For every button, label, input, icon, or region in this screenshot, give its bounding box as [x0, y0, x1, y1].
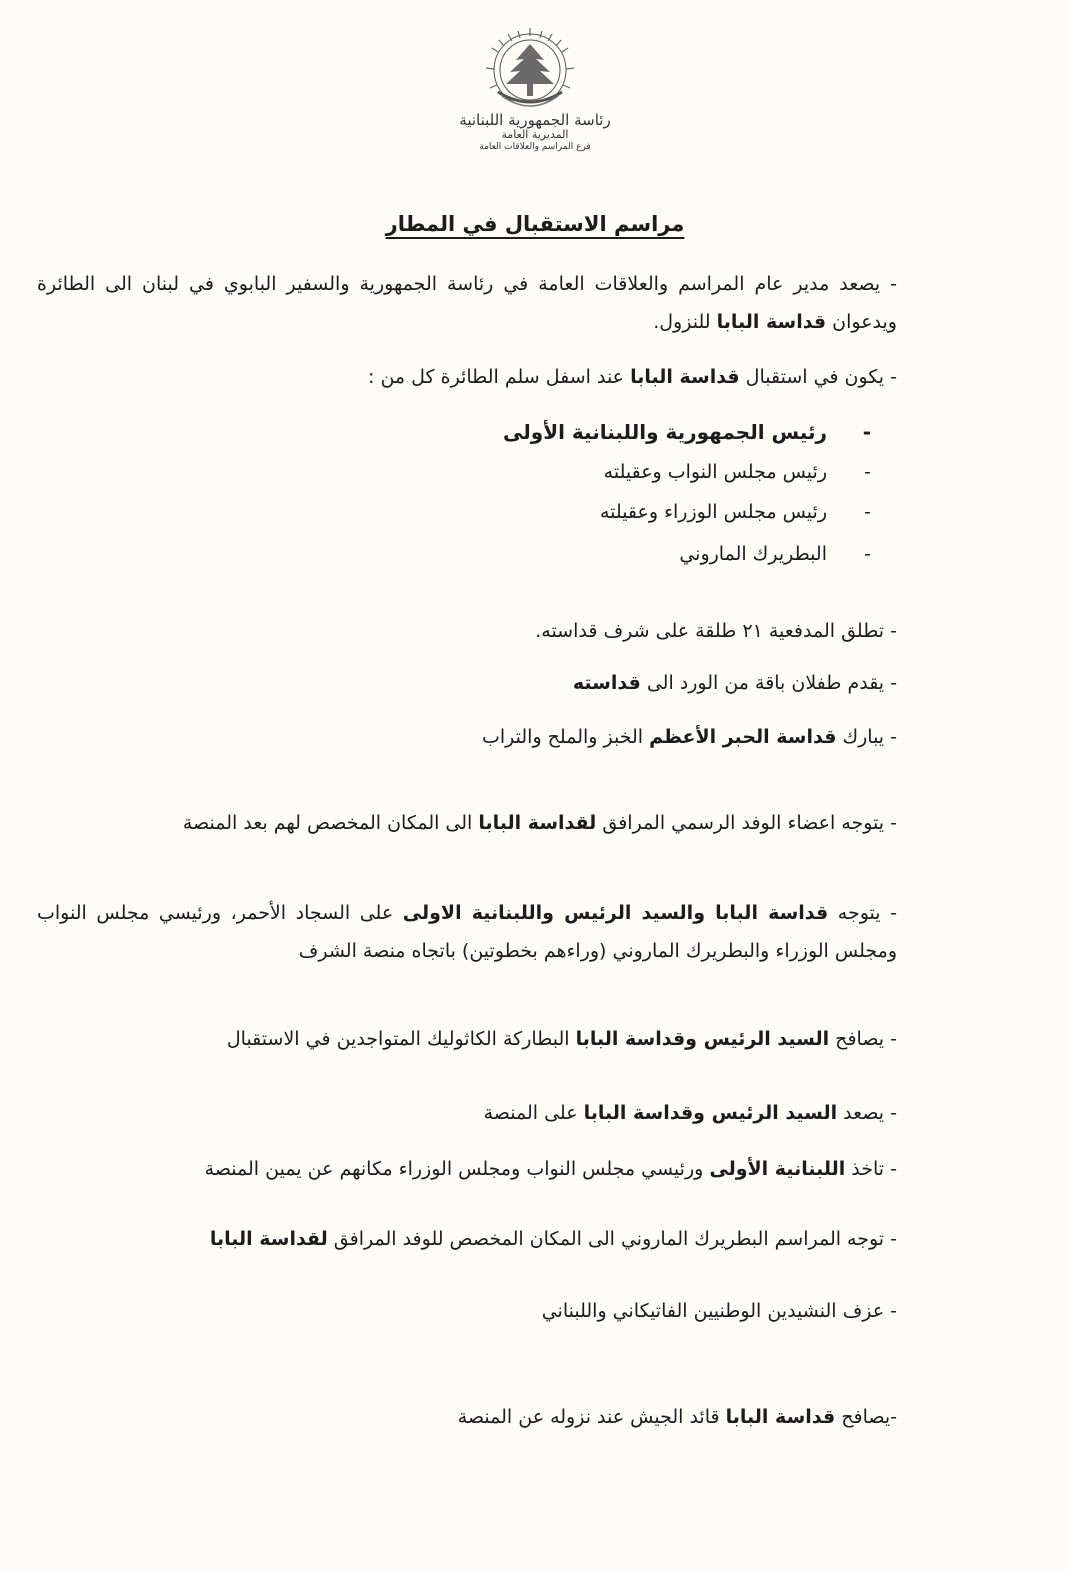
paragraph-bold: قداسة البابا — [725, 1406, 836, 1428]
paragraph-bold: السيد الرئيس وقداسة البابا — [575, 1028, 830, 1050]
document-title-text: مراسم الاستقبال في المطار — [385, 212, 685, 236]
letterhead-line-1: رئاسة الجمهورية اللبنانية — [459, 111, 611, 129]
dash: - — [884, 1158, 897, 1180]
paragraph-text: عزف النشيدين الوطنيين الفاتيكاني واللبناني — [541, 1300, 885, 1322]
paragraph-bold: قداسة البابا — [630, 366, 740, 388]
paragraph-text: قائد الجيش عند نزوله عن المنصة — [457, 1406, 726, 1428]
paragraph-4 — [37, 664, 897, 702]
letterhead-line-3: فرع المراسم والعلاقات العامة — [479, 142, 591, 152]
dash: - — [884, 1300, 897, 1322]
paragraph-text: ورئيسي مجلس النواب ومجلس الوزراء مكانهم عن يمين المنصة — [204, 1158, 710, 1180]
dash: - — [884, 672, 897, 694]
paragraph-text: يصافح — [835, 1406, 891, 1428]
paragraph-text: يكون في استقبال — [739, 366, 885, 388]
dash: - — [890, 1406, 897, 1428]
list-item — [471, 494, 871, 530]
paragraph-text: يصافح — [829, 1028, 885, 1050]
paragraph-text: تاخذ — [845, 1158, 885, 1180]
paragraph-9 — [37, 1094, 897, 1132]
dash: - — [884, 812, 897, 834]
list-item-text: البطريرك الماروني — [679, 543, 827, 565]
paragraph-text: يتوجه — [828, 902, 881, 924]
paragraph-8 — [37, 1020, 897, 1058]
paragraph-bold: لقداسة البابا — [478, 812, 597, 834]
paragraph-text: يقدم طفلان باقة من الورد الى — [640, 672, 885, 694]
paragraph-6 — [37, 804, 897, 842]
paragraph-10 — [37, 1150, 897, 1188]
list-item — [471, 414, 871, 450]
list-item-text: رئيس مجلس النواب وعقيلته — [603, 461, 827, 483]
paragraph-bold: قداسة الحبر الأعظم — [649, 726, 837, 748]
paragraph-1 — [37, 265, 897, 341]
paragraph-text: البطاركة الكاثوليك المتواجدين في الاستقبال — [226, 1028, 576, 1050]
dash: - — [884, 1228, 897, 1250]
paragraph-2 — [37, 358, 897, 396]
paragraph-13 — [37, 1398, 897, 1436]
paragraph-bold: اللبنانية الأولى — [709, 1158, 846, 1180]
dash: - — [880, 273, 897, 295]
paragraph-text: الى المكان المخصص لهم بعد المنصة — [182, 812, 479, 834]
dash: - — [884, 620, 897, 642]
cedar-emblem-icon — [468, 26, 592, 114]
paragraph-bold: قداسته — [572, 672, 641, 694]
paragraph-3 — [37, 612, 897, 650]
paragraph-text: يبارك — [836, 726, 885, 748]
document-title — [300, 212, 770, 236]
list-item — [471, 454, 871, 490]
list-dash: - — [862, 420, 871, 444]
paragraph-bold: السيد الرئيس وقداسة البابا — [583, 1102, 838, 1124]
paragraph-bold: لقداسة البابا — [209, 1228, 328, 1250]
dash: - — [884, 1102, 897, 1124]
paragraph-bold: قداسة البابا والسيد الرئيس واللبنانية الاولى — [402, 902, 829, 924]
paragraph-text: على المنصة — [483, 1102, 584, 1124]
dash: - — [884, 366, 897, 388]
list-item — [471, 536, 871, 572]
paragraph-text: الخبز والملح والتراب — [482, 726, 650, 748]
list-dash: - — [864, 461, 871, 483]
paragraph-text: يتوجه اعضاء الوفد الرسمي المرافق — [596, 812, 885, 834]
paragraph-12 — [37, 1292, 897, 1330]
list-dash: - — [864, 543, 871, 565]
paragraph-text: يصعد — [837, 1102, 885, 1124]
paragraph-text: تطلق المدفعية ٢١ طلقة على شرف قداسته. — [535, 620, 885, 642]
paragraph-bold: قداسة البابا — [716, 311, 827, 333]
dash: - — [884, 1028, 897, 1050]
paragraph-text: توجه المراسم البطريرك الماروني الى المكان المخصص للوفد المرافق — [327, 1228, 885, 1250]
paragraph-text: على السجاد الأحمر، ورئيسي مجلس النواب ومجلس الوزراء والبطريرك الماروني (وراءهم بخطوتين) باتجاه منصة الشرف — [37, 902, 897, 962]
paragraph-5 — [37, 718, 897, 756]
paragraph-text: عند اسفل سلم الطائرة كل من : — [368, 366, 631, 388]
letterhead-line-2: المديرية العامة — [501, 128, 569, 141]
list-dash: - — [864, 501, 871, 523]
list-item-text: رئيس الجمهورية واللبنانية الأولى — [503, 420, 827, 444]
dash: - — [884, 726, 897, 748]
paragraph-11 — [37, 1220, 897, 1258]
list-item-text: رئيس مجلس الوزراء وعقيلته — [599, 501, 827, 523]
paragraph-text: يصعد مدير عام المراسم والعلاقات العامة في رئاسة الجمهورية والسفير البابوي في لبنان الى الطائرة ويدعوان — [37, 273, 897, 333]
paragraph-7 — [37, 894, 897, 970]
paragraph-text: للنزول. — [653, 311, 717, 333]
dash: - — [880, 902, 897, 924]
